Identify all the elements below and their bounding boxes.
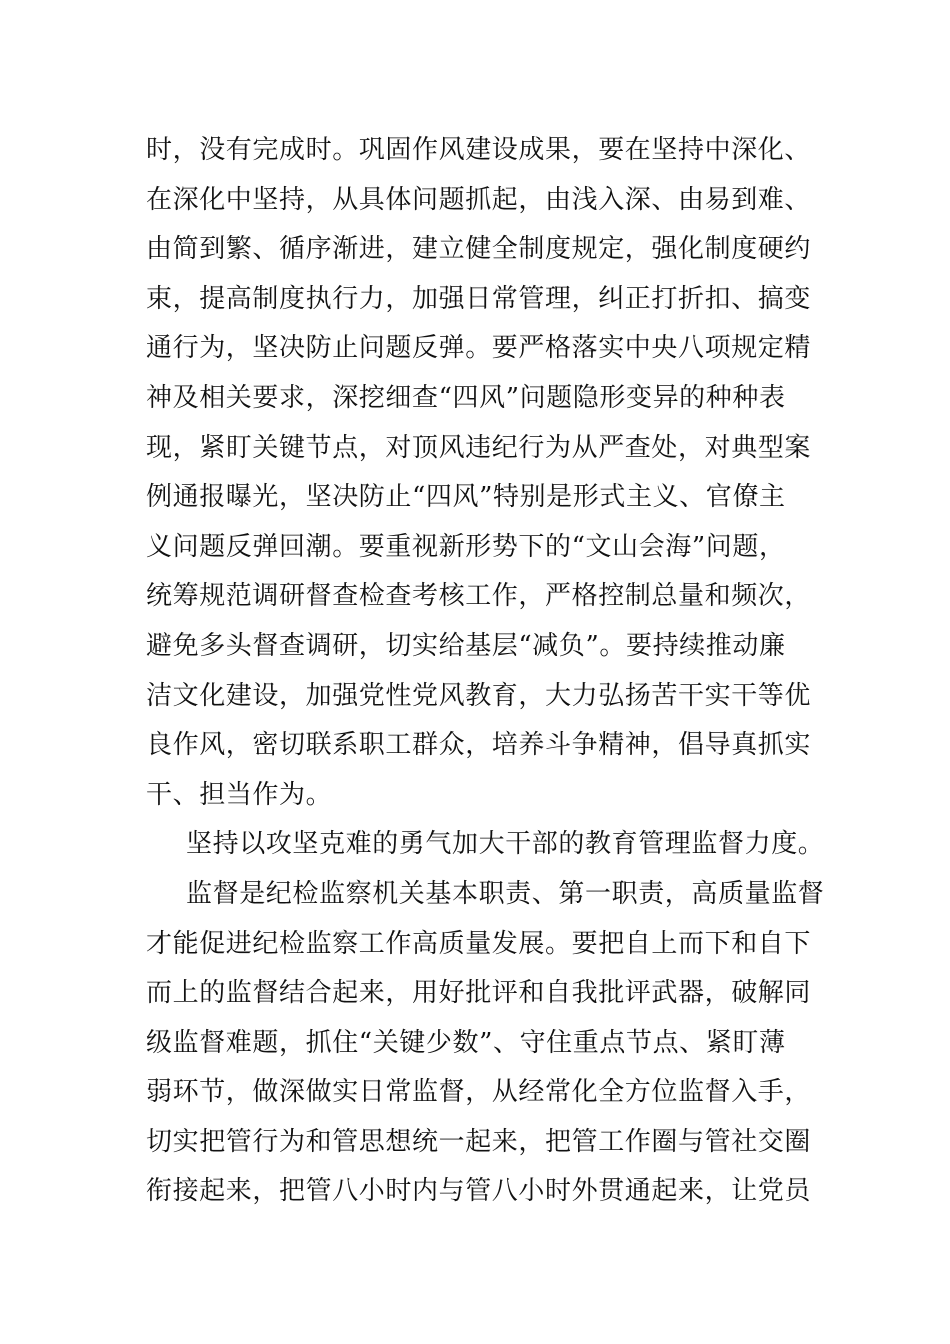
text-line: 而上的监督结合起来，用好批评和自我批评武器，破解同 [146, 978, 812, 1009]
text-line: 例通报曝光，坚决防止“四风”特别是形式主义、官僚主 [146, 482, 786, 513]
text-line: 避免多头督查调研，切实给基层“减负”。要持续推动廉 [146, 630, 786, 661]
text-line: 通行为，坚决防止问题反弹。要严格落实中央八项规定精 [146, 333, 812, 364]
section-heading: 坚持以攻坚克难的勇气加大干部的教育管理监督力度。 [186, 829, 825, 860]
body-text [146, 126, 825, 1217]
text-line: 时，没有完成时。巩固作风建设成果，要在坚持中深化、 [146, 135, 812, 165]
text-line: 衔接起来，把管八小时内与管八小时外贯通起来，让党员 [146, 1176, 812, 1207]
text-line: 良作风，密切联系职工群众，培养斗争精神，倡导真抓实 [146, 730, 812, 761]
text-line: 统筹规范调研督查检查考核工作，严格控制总量和频次， [146, 581, 812, 612]
paragraph-style-continuation [146, 126, 812, 820]
text-line: 神及相关要求，深挖细查“四风”问题隐形变异的种种表 [146, 382, 786, 413]
text-line: 现，紧盯关键节点，对顶风违纪行为从严查处，对典型案 [146, 432, 812, 463]
text-line: 由简到繁、循序渐进，建立健全制度规定，强化制度硬约 [146, 234, 812, 265]
text-line: 弱环节，做深做实日常监督，从经常化全方位监督入手， [146, 1077, 812, 1108]
text-line: 监督是纪检监察机关基本职责、第一职责，高质量监督 [186, 878, 825, 909]
text-line: 才能促进纪检监察工作高质量发展。要把自上而下和自下 [146, 928, 812, 959]
text-line: 级监督难题，抓住“关键少数”、守住重点节点、紧盯薄 [146, 1027, 786, 1058]
text-line: 义问题反弹回潮。要重视新形势下的“文山会海”问题， [146, 531, 786, 562]
text-line: 洁文化建设，加强党性党风教育，大力弘扬苦干实干等优 [146, 680, 812, 711]
text-line: 干、担当作为。 [146, 779, 333, 810]
paragraph-supervision [146, 870, 825, 1217]
text-line: 切实把管行为和管思想统一起来，把管工作圈与管社交圈 [146, 1126, 812, 1157]
text-line: 束，提高制度执行力，加强日常管理，纠正打折扣、搞变 [146, 283, 812, 314]
text-line: 在深化中坚持，从具体问题抓起，由浅入深、由易到难、 [146, 184, 812, 215]
